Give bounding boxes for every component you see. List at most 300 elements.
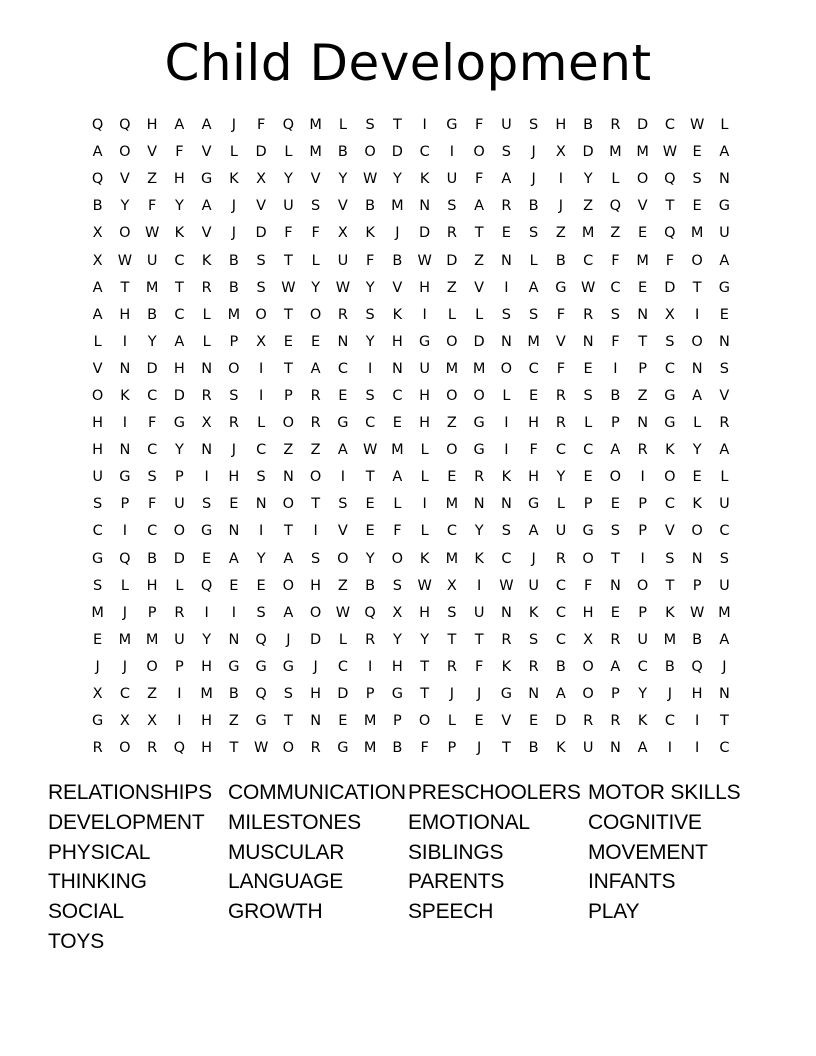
grid-letter: M <box>363 740 377 757</box>
grid-letter: L <box>447 713 456 730</box>
grid-letter: O <box>446 442 458 459</box>
grid-letter: C <box>610 279 621 296</box>
grid-letter: M <box>118 631 132 648</box>
grid-letter: Y <box>365 550 375 567</box>
grid-letter: F <box>474 171 484 188</box>
grid-letter: U <box>337 252 349 269</box>
grid-letter: M <box>445 496 459 513</box>
grid-letter: I <box>204 469 209 486</box>
grid-letter: T <box>692 279 702 296</box>
grid-letter: M <box>636 144 649 161</box>
grid-letter: N <box>500 252 512 269</box>
grid-letter: Y <box>256 550 266 567</box>
grid-letter: O <box>173 523 186 540</box>
grid-letter: I <box>122 523 128 540</box>
grid-letter: N <box>500 496 512 513</box>
word-search-grid <box>84 112 738 762</box>
grid-letter: A <box>201 117 212 134</box>
grid-letter: A <box>337 442 348 459</box>
grid-letter: V <box>664 523 675 540</box>
grid-letter: G <box>337 415 349 432</box>
grid-letter: G <box>173 415 185 432</box>
grid-letter: V <box>555 333 566 350</box>
grid-letter: T <box>665 198 675 215</box>
grid-row <box>84 573 738 600</box>
grid-letter: A <box>92 279 103 296</box>
grid-letter: Z <box>283 442 294 459</box>
grid-letter: S <box>610 523 620 540</box>
grid-letter: E <box>529 387 539 404</box>
grid-letter: G <box>92 713 104 730</box>
grid-letter: M <box>581 225 595 242</box>
grid-letter: T <box>283 360 293 377</box>
grid-letter: Q <box>91 117 104 134</box>
grid-row <box>84 708 738 735</box>
grid-letter: R <box>555 387 566 404</box>
grid-letter: N <box>637 415 649 432</box>
grid-letter: Z <box>446 415 457 432</box>
grid-letter: V <box>719 387 730 404</box>
grid-letter: I <box>122 415 128 432</box>
grid-letter: H <box>310 577 322 594</box>
grid-letter: U <box>719 225 730 242</box>
grid-letter: R <box>337 306 348 323</box>
grid-letter: W <box>253 740 269 757</box>
grid-letter: G <box>446 117 458 134</box>
grid-letter: V <box>337 198 348 215</box>
grid-letter: G <box>718 198 730 215</box>
grid-letter: N <box>582 333 594 350</box>
grid-letter: X <box>392 604 403 621</box>
grid-letter: K <box>392 306 403 323</box>
grid-letter: Q <box>282 117 295 134</box>
grid-letter: K <box>419 171 430 188</box>
grid-letter: N <box>500 333 512 350</box>
grid-letter: L <box>420 442 429 459</box>
grid-letter: N <box>500 604 512 621</box>
grid-letter: N <box>718 686 730 703</box>
grid-letter: L <box>420 469 429 486</box>
grid-letter: B <box>555 658 566 675</box>
grid-letter: H <box>146 577 158 594</box>
grid-letter: P <box>638 360 647 377</box>
grid-letter: H <box>92 442 104 459</box>
grid-letter: A <box>528 279 539 296</box>
grid-letter: W <box>335 604 351 621</box>
grid-letter: U <box>92 469 103 486</box>
grid-letter: J <box>231 442 237 459</box>
grid-letter: M <box>690 225 704 242</box>
grid-letter: I <box>504 279 509 296</box>
grid-letter: H <box>555 117 567 134</box>
grid-letter: Q <box>664 225 676 242</box>
grid-letter: Y <box>420 631 430 648</box>
grid-row <box>84 247 738 274</box>
grid-letter: G <box>555 279 567 296</box>
grid-letter: J <box>231 225 237 242</box>
grid-letter: W <box>417 577 432 594</box>
grid-letter: R <box>528 658 539 675</box>
grid-letter: T <box>610 550 620 567</box>
grid-letter: T <box>283 523 293 540</box>
grid-letter: W <box>362 171 378 188</box>
grid-letter: I <box>122 333 128 350</box>
grid-letter: W <box>144 225 160 242</box>
grid-letter: C <box>583 252 594 269</box>
grid-letter: N <box>255 496 267 513</box>
grid-letter: D <box>173 387 185 404</box>
grid-letter: H <box>419 387 431 404</box>
word-list-item: MOTOR SKILLS <box>588 781 741 804</box>
grid-letter: P <box>175 658 184 675</box>
grid-letter: B <box>392 740 403 757</box>
grid-letter: N <box>609 577 621 594</box>
word-list-item: RELATIONSHIPS <box>48 781 212 804</box>
grid-letter: Z <box>147 686 158 703</box>
grid-letter: F <box>147 198 157 215</box>
grid-letter: J <box>531 171 536 188</box>
grid-letter: E <box>338 713 348 730</box>
grid-letter: T <box>665 577 675 594</box>
grid-letter: J <box>395 225 400 242</box>
grid-letter: I <box>231 604 237 621</box>
grid-letter: I <box>694 306 700 323</box>
grid-letter: R <box>555 415 566 432</box>
grid-letter: O <box>664 469 676 486</box>
grid-letter: B <box>92 198 103 215</box>
grid-letter: O <box>364 144 376 161</box>
grid-letter: F <box>665 252 675 269</box>
grid-letter: S <box>365 387 375 404</box>
grid-letter: V <box>147 144 158 161</box>
grid-letter: J <box>95 658 100 675</box>
grid-letter: Z <box>583 198 594 215</box>
grid-letter: S <box>365 306 375 323</box>
grid-letter: M <box>200 686 213 703</box>
grid-letter: N <box>718 171 730 188</box>
grid-letter: S <box>202 496 212 513</box>
grid-letter: O <box>691 252 703 269</box>
grid-letter: N <box>419 198 431 215</box>
grid-letter: L <box>257 415 266 432</box>
grid-letter: T <box>638 333 648 350</box>
grid-letter: S <box>256 469 266 486</box>
grid-letter: L <box>529 252 538 269</box>
word-list-item: PLAY <box>588 900 640 924</box>
grid-letter: C <box>719 740 730 757</box>
grid-letter: R <box>610 117 621 134</box>
grid-letter: Y <box>174 442 184 459</box>
grid-letter: K <box>665 604 675 621</box>
grid-letter: R <box>446 225 457 242</box>
grid-letter: V <box>501 713 512 730</box>
grid-letter: S <box>665 333 675 350</box>
grid-letter: H <box>146 117 158 134</box>
grid-letter: G <box>664 415 676 432</box>
grid-letter: C <box>147 523 158 540</box>
grid-letter: G <box>391 686 403 703</box>
grid-row <box>84 275 738 302</box>
grid-letter: F <box>474 117 484 134</box>
grid-letter: I <box>204 604 209 621</box>
grid-letter: A <box>201 198 212 215</box>
grid-letter: G <box>419 333 431 350</box>
grid-letter: F <box>147 496 157 513</box>
grid-letter: I <box>640 550 645 567</box>
grid-letter: T <box>447 631 457 648</box>
grid-letter: M <box>445 360 459 377</box>
grid-letter: C <box>664 713 675 730</box>
grid-letter: M <box>309 144 322 161</box>
grid-letter: D <box>146 360 158 377</box>
grid-letter: Q <box>364 604 376 621</box>
grid-letter: L <box>475 306 484 323</box>
grid-letter: E <box>692 469 702 486</box>
grid-letter: F <box>583 577 593 594</box>
grid-letter: M <box>445 550 459 567</box>
word-list-item: SOCIAL <box>48 900 124 924</box>
grid-letter: T <box>420 686 430 703</box>
grid-letter: M <box>636 252 649 269</box>
grid-letter: G <box>255 658 267 675</box>
grid-letter: A <box>637 740 648 757</box>
grid-row <box>84 139 738 166</box>
grid-letter: C <box>555 604 566 621</box>
grid-letter: N <box>228 523 240 540</box>
grid-letter: I <box>558 171 564 188</box>
grid-letter: R <box>610 631 621 648</box>
grid-letter: P <box>175 469 184 486</box>
grid-letter: L <box>338 117 347 134</box>
grid-letter: O <box>500 360 513 377</box>
grid-letter: M <box>663 631 677 648</box>
grid-letter: B <box>337 144 348 161</box>
grid-letter: R <box>501 198 512 215</box>
grid-letter: B <box>392 252 403 269</box>
grid-letter: H <box>391 333 403 350</box>
grid-letter: A <box>719 442 730 459</box>
grid-letter: Z <box>337 577 348 594</box>
grid-letter: N <box>119 360 131 377</box>
grid-letter: A <box>474 198 485 215</box>
grid-letter: W <box>362 442 378 459</box>
grid-letter: E <box>338 387 348 404</box>
grid-letter: A <box>692 387 703 404</box>
grid-letter: M <box>609 144 622 161</box>
grid-row <box>84 627 738 654</box>
grid-letter: G <box>92 550 104 567</box>
grid-letter: H <box>528 469 540 486</box>
grid-letter: W <box>580 279 596 296</box>
grid-letter: Y <box>556 469 566 486</box>
grid-letter: G <box>201 171 213 188</box>
word-list-item: PHYSICAL <box>48 840 151 864</box>
grid-letter: P <box>583 496 593 513</box>
grid-letter: T <box>420 658 430 675</box>
grid-letter: P <box>120 496 130 513</box>
grid-letter: C <box>337 658 348 675</box>
grid-letter: K <box>365 225 375 242</box>
grid-letter: R <box>174 604 185 621</box>
grid-letter: U <box>473 604 485 621</box>
grid-letter: N <box>691 360 703 377</box>
grid-letter: A <box>283 550 294 567</box>
grid-letter: U <box>419 360 430 377</box>
word-list-item: PRESCHOOLERS <box>408 781 581 804</box>
grid-letter: K <box>174 225 185 242</box>
grid-letter: E <box>610 496 620 513</box>
grid-letter: L <box>120 577 129 594</box>
grid-letter: S <box>529 631 539 648</box>
word-list-item: THINKING <box>48 870 147 894</box>
grid-letter: R <box>719 415 730 432</box>
grid-letter: W <box>117 252 133 269</box>
grid-letter: V <box>337 523 348 540</box>
grid-letter: Y <box>174 198 184 215</box>
grid-letter: U <box>174 496 185 513</box>
grid-row <box>84 491 738 518</box>
grid-letter: D <box>337 686 349 703</box>
grid-letter: A <box>92 144 103 161</box>
grid-letter: R <box>147 740 158 757</box>
grid-letter: A <box>92 306 103 323</box>
grid-letter: N <box>337 333 349 350</box>
grid-letter: V <box>310 171 321 188</box>
grid-letter: S <box>256 252 266 269</box>
grid-row <box>84 654 738 681</box>
grid-letter: T <box>474 225 484 242</box>
grid-row <box>84 600 738 627</box>
grid-letter: L <box>311 252 320 269</box>
grid-letter: N <box>473 496 485 513</box>
grid-letter: U <box>555 523 567 540</box>
grid-letter: S <box>501 306 511 323</box>
grid-letter: V <box>474 279 485 296</box>
word-list-item: MOVEMENT <box>588 840 708 864</box>
grid-letter: F <box>175 144 184 161</box>
word-list-item: COMMUNICATION <box>228 781 406 804</box>
grid-letter: K <box>501 658 512 675</box>
grid-letter: D <box>391 144 403 161</box>
grid-letter: W <box>281 279 296 296</box>
grid-letter: G <box>255 713 267 730</box>
grid-letter: J <box>667 686 673 703</box>
grid-letter: D <box>255 144 267 161</box>
grid-letter: L <box>584 415 593 432</box>
grid-letter: O <box>119 144 131 161</box>
grid-letter: M <box>145 279 159 296</box>
grid-letter: X <box>201 415 212 432</box>
grid-letter: M <box>391 442 404 459</box>
grid-letter: S <box>256 604 266 621</box>
grid-letter: U <box>637 631 648 648</box>
grid-letter: D <box>637 117 649 134</box>
grid-letter: M <box>527 333 540 350</box>
grid-row <box>84 735 738 762</box>
grid-letter: G <box>282 658 294 675</box>
grid-letter: U <box>501 117 512 134</box>
grid-letter: I <box>367 360 373 377</box>
grid-letter: U <box>719 577 730 594</box>
grid-letter: M <box>391 198 404 215</box>
grid-letter: R <box>637 442 648 459</box>
grid-letter: E <box>692 198 702 215</box>
grid-letter: V <box>201 225 212 242</box>
grid-letter: N <box>201 360 213 377</box>
grid-letter: F <box>420 740 429 757</box>
grid-letter: B <box>365 198 376 215</box>
grid-letter: L <box>720 469 729 486</box>
grid-letter: J <box>231 117 237 134</box>
grid-letter: O <box>418 713 431 730</box>
grid-letter: N <box>228 631 240 648</box>
grid-letter: T <box>392 117 402 134</box>
grid-letter: J <box>313 658 318 675</box>
grid-letter: A <box>174 333 185 350</box>
grid-letter: I <box>667 740 673 757</box>
grid-letter: Y <box>392 171 402 188</box>
grid-letter: D <box>582 144 594 161</box>
grid-letter: S <box>529 225 539 242</box>
grid-letter: L <box>556 496 565 513</box>
grid-row <box>84 437 738 464</box>
grid-row <box>84 166 738 193</box>
grid-letter: Q <box>200 577 213 594</box>
grid-letter: H <box>228 469 240 486</box>
grid-letter: H <box>201 658 213 675</box>
grid-letter: F <box>556 306 566 323</box>
grid-letter: K <box>120 387 130 404</box>
grid-letter: J <box>122 604 128 621</box>
grid-letter: O <box>691 333 703 350</box>
grid-letter: V <box>637 198 648 215</box>
grid-letter: X <box>256 171 267 188</box>
grid-letter: N <box>119 442 131 459</box>
grid-letter: F <box>311 225 320 242</box>
grid-letter: N <box>528 686 540 703</box>
grid-letter: F <box>611 333 620 350</box>
grid-letter: T <box>120 279 130 296</box>
grid-letter: Y <box>638 686 648 703</box>
grid-letter: W <box>499 577 514 594</box>
grid-letter: Z <box>147 171 158 188</box>
grid-letter: I <box>313 523 318 540</box>
grid-letter: E <box>365 496 375 513</box>
grid-letter: P <box>284 387 293 404</box>
grid-letter: K <box>229 171 239 188</box>
grid-letter: Y <box>338 171 348 188</box>
grid-letter: O <box>473 387 485 404</box>
grid-letter: Q <box>119 550 131 567</box>
grid-letter: A <box>310 360 321 377</box>
grid-letter: O <box>309 604 322 621</box>
grid-letter: H <box>173 360 185 377</box>
grid-letter: C <box>256 442 267 459</box>
word-list-item: SPEECH <box>408 900 494 924</box>
grid-letter: O <box>146 658 158 675</box>
grid-letter: C <box>92 523 103 540</box>
grid-letter: Q <box>173 740 186 757</box>
grid-letter: L <box>284 144 293 161</box>
grid-letter: B <box>692 631 703 648</box>
grid-letter: X <box>446 577 457 594</box>
grid-letter: Y <box>392 631 402 648</box>
grid-letter: F <box>147 415 157 432</box>
grid-letter: N <box>718 333 730 350</box>
grid-letter: K <box>528 604 539 621</box>
grid-letter: T <box>174 279 184 296</box>
grid-letter: S <box>610 306 620 323</box>
